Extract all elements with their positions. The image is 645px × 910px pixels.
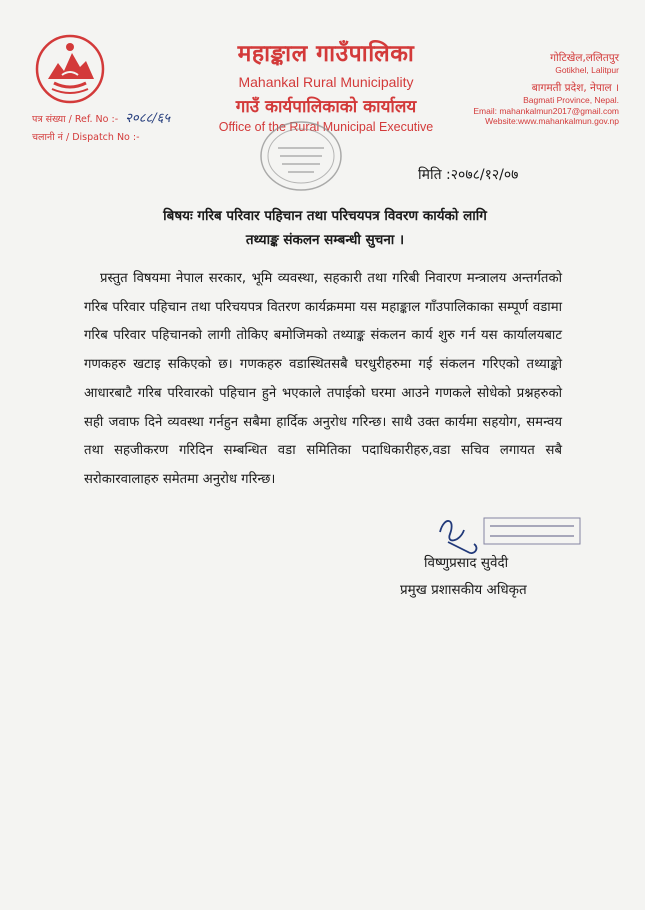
- office-stamp: [256, 118, 346, 194]
- dispatch-label: चलानी नं / Dispatch No :-: [32, 132, 140, 144]
- office-title-nepali: गाउँ कार्यपालिकाको कार्यालय: [235, 97, 417, 117]
- body-paragraph: प्रस्तुत विषयमा नेपाल सरकार, भूमि व्यवस्था, सहकारी तथा गरिबी निवारण मन्त्रालय अन्तर्गतको गरिब परिवार पहिचान तथा परिचयपत्र वितरण कार्यक्रममा यस महाङ्काल गाँउपालिकाका सम्पूर्ण वडामा गरिब परिवार पहिचानको लागी तोकिए बमोजिमको तथ्याङ्क संकलन कार्य शुरु गर्न यस कार्यालयबाट गणकहरु खटाइ सकिएको छ। गणकहरु वडास्थितसबै घरधुरीहरुमा गई संकलन गरिएको तथ्याङ्को आधारबाटै गरिब परिवारको पहिचान हुने भएकाले तपाईको घरमा आउने गणकले सोधेको प्रश्नहरुको सही जवाफ दिने व्यवस्था गर्नहुन सबैमा हार्दिक अनुरोध गरिन्छ। साथै उक्त कार्यमा सहयोग, समन्वय तथा सहजीकरण गरिदिन सम्बन्धित वडा समितिका पदाधिकारीहरु,वडा सचिव लगायत सबै सरोकारवालाहरु समेतमा अनुरोध गरिन्छ।: [84, 271, 562, 487]
- signatory-title: प्रमुख प्रशासकीय अधिकृत: [400, 582, 527, 598]
- subject-line-2: तथ्याङ्क संकलन सम्बन्धी सुचना ।: [245, 231, 405, 248]
- office-title-english: Office of the Rural Municipal Executive: [218, 120, 434, 134]
- ref-label: पत्र संख्या / Ref. No :-: [32, 114, 119, 125]
- municipality-title-nepali: महाङ्काल गाउँपालिका: [237, 41, 415, 67]
- subject-block: [60, 205, 590, 252]
- contact-block: [449, 52, 619, 127]
- subject-line-1: बिषयः गरिब परिवार पहिचान तथा परिचयपत्र विवरण कार्यको लागि: [163, 208, 487, 224]
- signatory-name: विष्णुप्रसाद सुवेदी: [424, 555, 509, 571]
- address-nepali: गोटिखेल,ललितपुर: [550, 52, 619, 64]
- province-english: Bagmati Province, Nepal.: [523, 94, 619, 105]
- nepal-emblem-logo: [34, 33, 106, 105]
- ref-number: २०८८/६५: [125, 111, 171, 126]
- letter-body: [84, 265, 562, 495]
- website-text: Website:www.mahankalmun.gov.np: [485, 116, 619, 127]
- ref-line: [32, 108, 170, 130]
- reference-block: [32, 108, 170, 146]
- letter-date: मिति :२०७८/१२/०७: [418, 167, 519, 183]
- province-nepali: बागमती प्रदेश, नेपाल ।: [531, 81, 619, 94]
- address-english: Gotikhel, Lalitpur: [555, 65, 619, 76]
- municipality-title-english: Mahankal Rural Municipality: [238, 74, 414, 90]
- email-text: Email: mahankalmun2017@gmail.com: [473, 105, 619, 116]
